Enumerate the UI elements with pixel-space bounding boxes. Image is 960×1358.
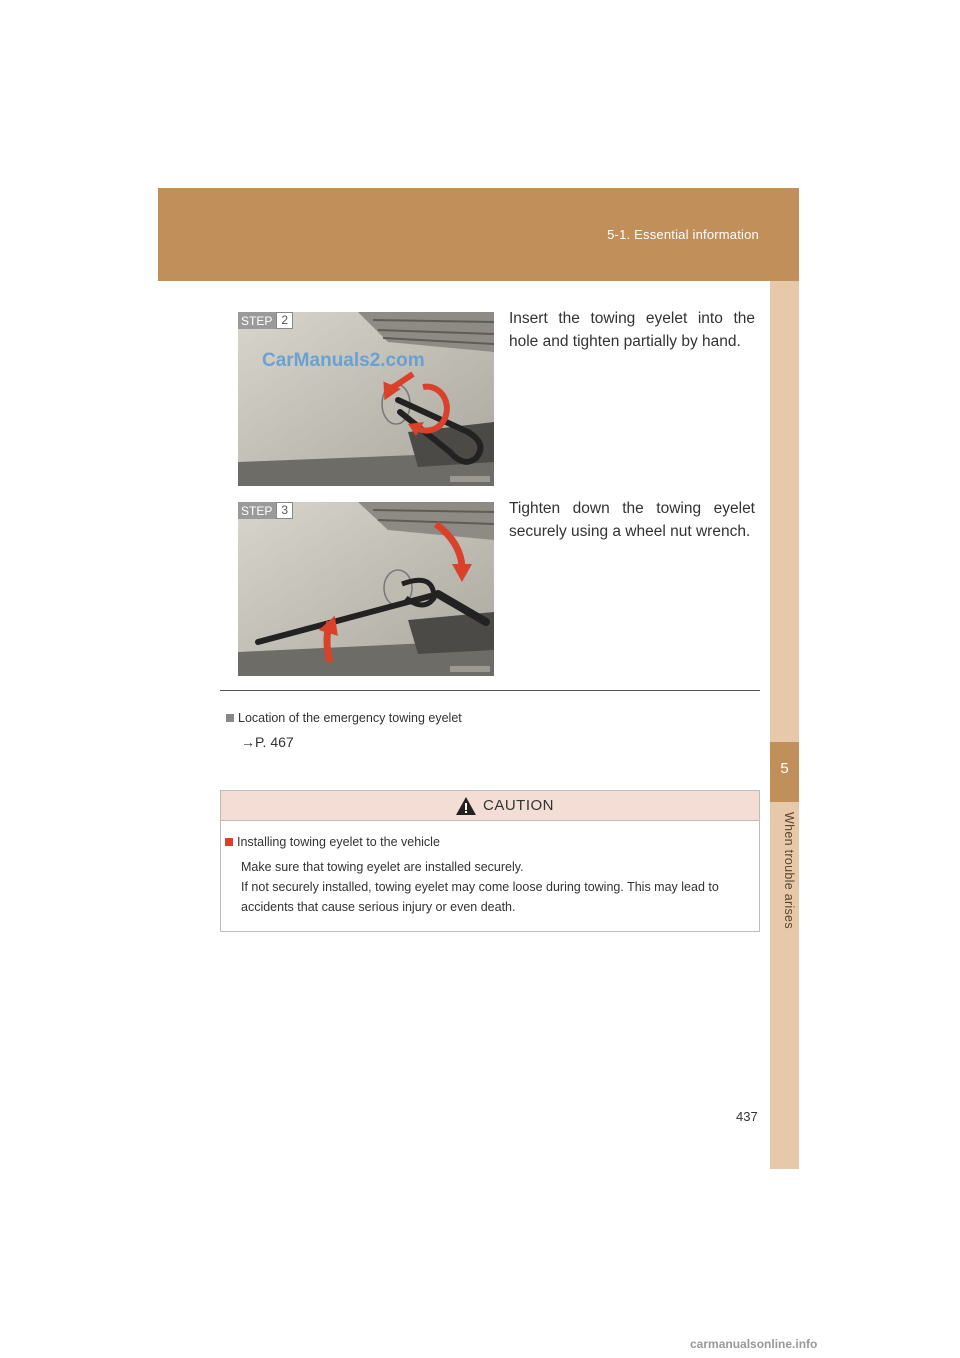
step-3-photo: [238, 502, 494, 676]
step-badge-label: STEP: [241, 313, 273, 328]
step-badge-number: 2: [276, 312, 293, 329]
note-heading: [226, 711, 462, 725]
section-divider: [220, 690, 760, 691]
page-reference-link[interactable]: →P. 467: [241, 734, 294, 750]
red-square-bullet-icon: [225, 838, 233, 846]
watermark-logo: CarManuals2.com: [262, 350, 425, 371]
caution-line: If not securely installed, towing eyelet may come loose during towing. This may lead to accidents that cause serious injury or even death.: [241, 880, 719, 914]
warning-triangle-icon: [455, 796, 477, 821]
caution-subheading: [225, 835, 440, 849]
header-band: [158, 188, 799, 281]
step-badge: [238, 502, 293, 519]
chapter-title: When trouble arises: [782, 812, 796, 929]
caution-label: CAUTION: [483, 797, 554, 814]
step-2-photo: [238, 312, 494, 486]
caution-body: [241, 857, 757, 917]
step-badge: [238, 312, 293, 329]
side-tab: [770, 281, 799, 1169]
step-badge-number: 3: [276, 502, 293, 519]
caution-line: Make sure that towing eyelet are installed securely.: [241, 860, 524, 874]
watermark-footer: carmanualsonline.info: [690, 1337, 818, 1351]
square-bullet-icon: [226, 714, 234, 722]
caution-header: [221, 791, 759, 821]
section-title: 5-1. Essential information: [607, 227, 759, 242]
chapter-number: 5: [780, 760, 789, 777]
note-heading-text: Location of the emergency towing eyelet: [238, 711, 462, 725]
page-number: 437: [736, 1109, 758, 1124]
caution-box: [220, 790, 760, 932]
step-3-text: Tighten down the towing eyelet securely using a wheel nut wrench.: [509, 500, 755, 540]
caution-subheading-text: Installing towing eyelet to the vehicle: [237, 835, 440, 849]
step-2-text: Insert the towing eyelet into the hole and tighten partially by hand.: [509, 310, 755, 350]
step-badge-label: STEP: [241, 503, 273, 518]
